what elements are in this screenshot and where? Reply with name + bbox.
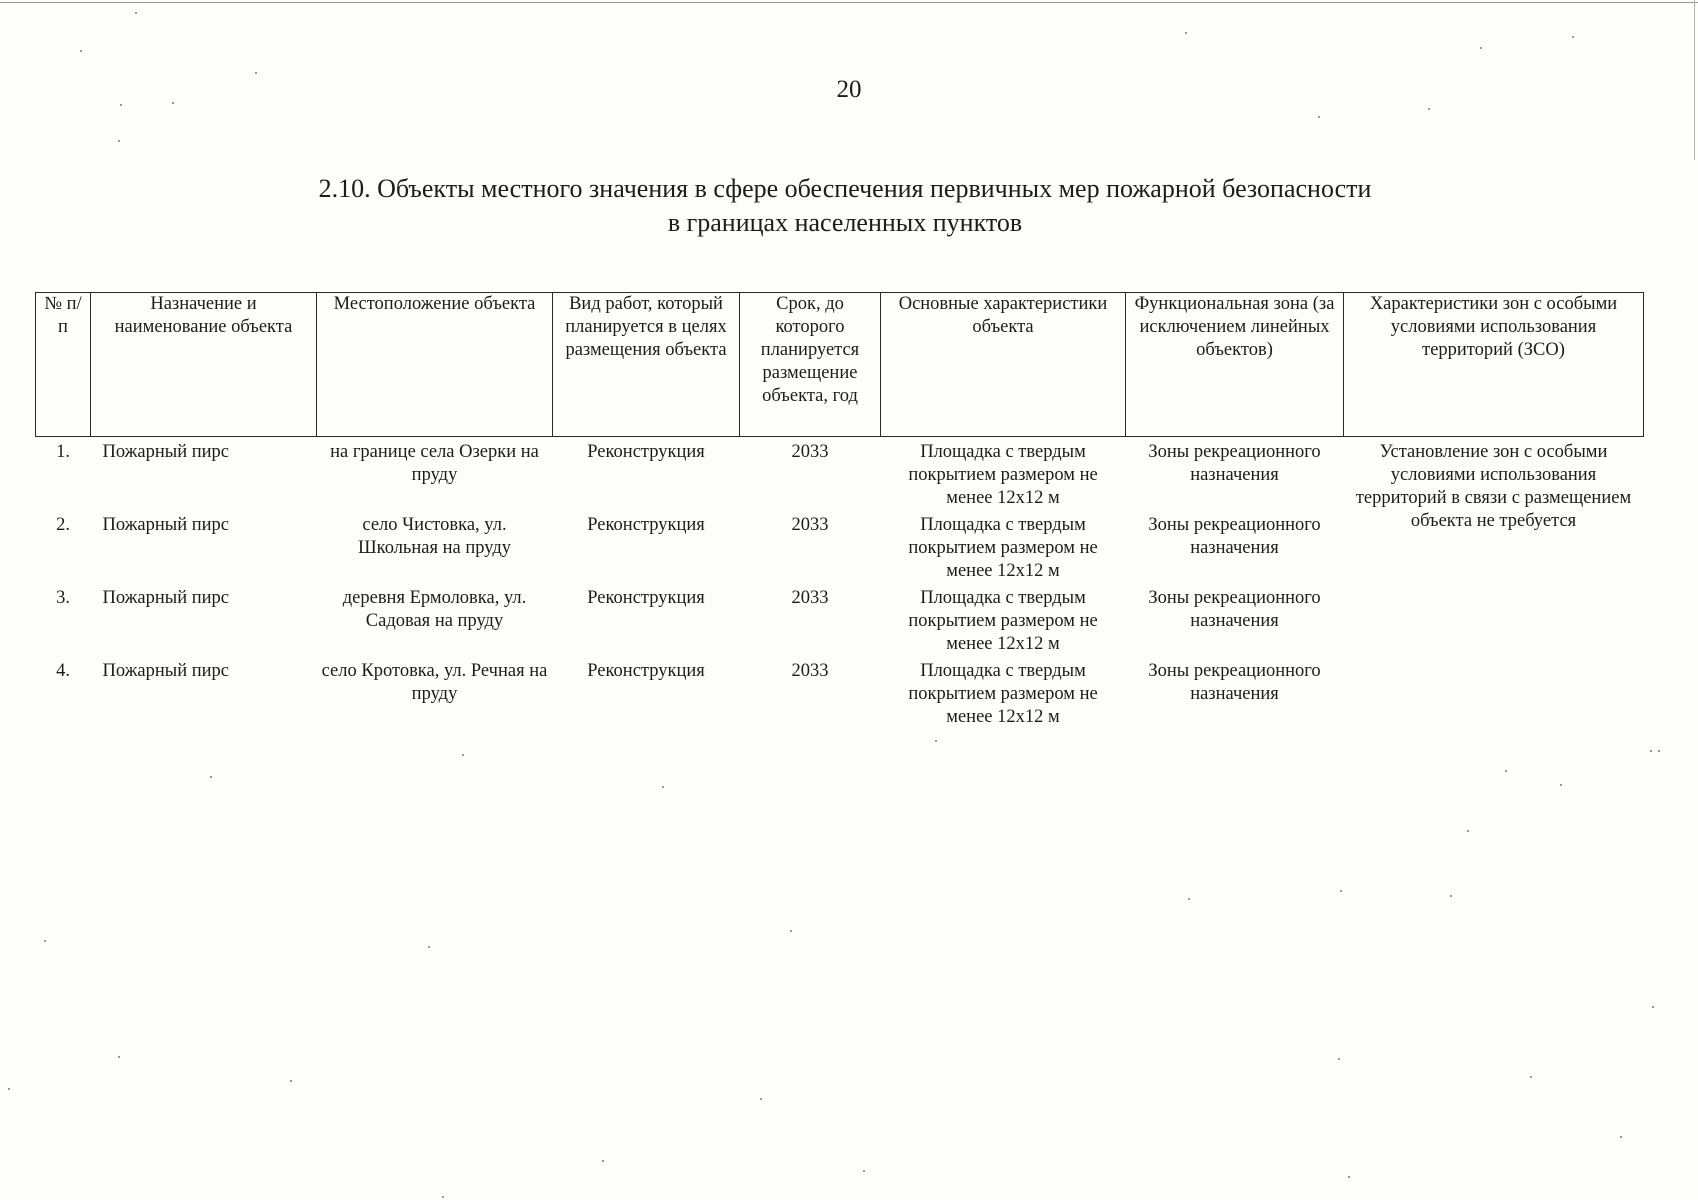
scan-speck [210, 776, 212, 778]
scan-speck [1530, 1076, 1532, 1078]
scan-speck [80, 50, 82, 52]
scan-speck [8, 1088, 10, 1090]
scan-speck [1467, 830, 1469, 832]
scan-speck [760, 1098, 762, 1100]
row-functional-zone: Зоны рекреационного назначения [1148, 442, 1321, 485]
scan-speck [1505, 770, 1507, 772]
scan-speck [428, 946, 430, 948]
row-functional-zone: Зоны рекреационного назначения [1148, 588, 1321, 631]
row-year: 2033 [791, 588, 829, 608]
scan-speck [1560, 784, 1562, 786]
row-location: село Чистовка, ул. Школьная на пруду [357, 515, 512, 558]
scan-speck [602, 1160, 604, 1162]
row-number: 2. [56, 515, 70, 535]
objects-table [35, 292, 1644, 729]
scan-speck [255, 72, 257, 74]
row-characteristics: Площадка с твердым покрытием размером не менее 12х12 м [908, 515, 1098, 581]
table-header-row [36, 293, 1644, 437]
scan-speck [662, 786, 664, 788]
table-row [36, 437, 1644, 511]
header-number: № п/п [36, 293, 91, 437]
row-work-type: Реконструкция [587, 442, 705, 462]
scan-speck [1318, 116, 1320, 118]
header-location: Местоположение объекта [317, 293, 553, 437]
section-title-line-2: в границах населенных пунктов [667, 208, 1023, 237]
row-work-type: Реконструкция [587, 515, 705, 535]
row-characteristics: Площадка с твердым покрытием размером не менее 12х12 м [908, 661, 1098, 727]
zso-note: Установление зон с особыми условиями использования территорий в связи с размещением объекта не требуется [1355, 442, 1632, 531]
row-location: на границе села Озерки на пруду [330, 442, 539, 485]
header-name: Назначение и наименование объекта [91, 293, 317, 437]
row-functional-zone: Зоны рекреационного назначения [1148, 515, 1321, 558]
page-top-edge [0, 2, 1698, 3]
row-object-name: Пожарный пирс [102, 515, 230, 535]
row-work-type: Реконструкция [587, 661, 705, 681]
scan-speck [1480, 47, 1482, 49]
row-number: 3. [56, 588, 70, 608]
header-functional-zone: Функциональная зона (за исключением линейных объектов) [1126, 293, 1344, 437]
scan-speck [120, 104, 122, 106]
scan-speck [790, 930, 792, 932]
section-title [180, 172, 1510, 240]
row-year: 2033 [791, 661, 829, 681]
header-work-type: Вид работ, который планируется в целях размещения объекта [553, 293, 740, 437]
scan-speck [935, 740, 937, 742]
scan-speck [1428, 108, 1430, 110]
row-year: 2033 [791, 442, 829, 462]
scan-speck [1340, 890, 1342, 892]
scan-speck [1620, 1136, 1622, 1138]
row-year: 2033 [791, 515, 829, 535]
row-object-name: Пожарный пирс [102, 661, 230, 681]
scan-speck [442, 1196, 444, 1198]
scan-speck [1338, 1058, 1340, 1060]
header-deadline: Срок, до которого планируется размещение объекта, год [740, 293, 881, 437]
header-zso: Характеристики зон с особыми условиями использования территорий (ЗСО) [1344, 293, 1644, 437]
scan-speck [462, 754, 464, 756]
row-number: 4. [56, 661, 70, 681]
scan-speck [1650, 750, 1652, 752]
scan-speck [1450, 895, 1452, 897]
section-title-line-1: 2.10. Объекты местного значения в сфере обеспечения первичных мер пожарной безопасности [318, 174, 1372, 203]
scan-speck [172, 102, 174, 104]
row-functional-zone: Зоны рекреационного назначения [1148, 661, 1321, 704]
row-object-name: Пожарный пирс [102, 588, 230, 608]
row-location: деревня Ермоловка, ул. Садовая на пруду [342, 588, 527, 631]
header-characteristics: Основные характеристики объекта [881, 293, 1126, 437]
scan-speck [1652, 1006, 1654, 1008]
row-characteristics: Площадка с твердым покрытием размером не менее 12х12 м [908, 442, 1098, 508]
scan-speck [135, 12, 137, 14]
scan-speck [1188, 898, 1190, 900]
scan-speck [1348, 1176, 1350, 1178]
scan-speck [863, 1170, 865, 1172]
row-number: 1. [56, 442, 70, 462]
scan-speck [1572, 36, 1574, 38]
row-location: село Кротовка, ул. Речная на пруду [321, 661, 548, 704]
row-work-type: Реконструкция [587, 588, 705, 608]
scan-speck [118, 140, 120, 142]
scan-speck [1658, 750, 1660, 752]
page-number: 20 [836, 76, 862, 103]
row-object-name: Пожарный пирс [102, 442, 230, 462]
scan-speck [1185, 32, 1187, 34]
scan-speck [118, 1056, 120, 1058]
row-characteristics: Площадка с твердым покрытием размером не менее 12х12 м [908, 588, 1098, 654]
scan-speck [44, 940, 46, 942]
scan-speck [290, 1080, 292, 1082]
